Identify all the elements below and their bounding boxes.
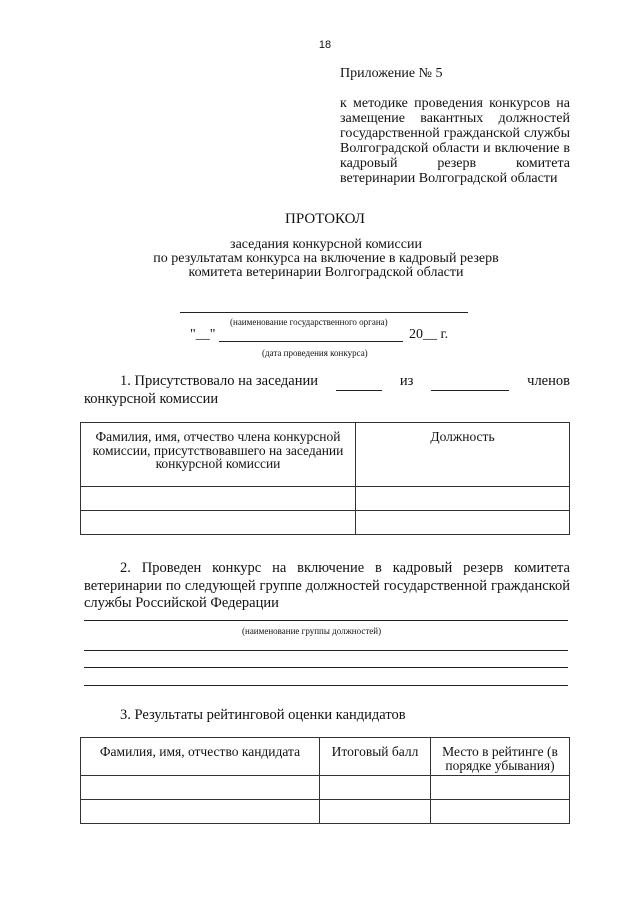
section1-line2: конкурсной комиссии [84, 390, 219, 407]
table-cell[interactable] [320, 776, 431, 800]
organ-caption: (наименование государственного органа) [230, 317, 388, 327]
date-day: "__" [190, 327, 219, 342]
table-cell[interactable] [81, 800, 320, 824]
table-cell[interactable] [81, 776, 320, 800]
date-row [190, 327, 448, 342]
date-month-blank [219, 329, 403, 342]
section3-title-text: 3. Результаты рейтинговой оценки кандидатов [120, 707, 406, 723]
table-row [81, 776, 570, 800]
table-cell[interactable] [320, 800, 431, 824]
table-cell[interactable] [81, 487, 356, 511]
rating-results-table [80, 737, 570, 824]
protocol-subtitle [120, 238, 532, 280]
group-name-blank [84, 685, 568, 686]
table1-header-name: Фамилия, имя, отчество члена конкурсной комиссии, присутствовавшего на заседании конкурсной комиссии [81, 423, 356, 487]
table2-header-score: Итоговый балл [320, 738, 431, 776]
table-cell[interactable] [356, 487, 570, 511]
section1-end: членов [527, 373, 570, 389]
group-name-blank [84, 667, 568, 668]
table2-header-name: Фамилия, имя, отчество кандидата [81, 738, 320, 776]
date-caption: (дата проведения конкурса) [262, 348, 368, 358]
table-row [81, 511, 570, 535]
section1 [84, 373, 570, 408]
table-cell[interactable] [431, 776, 570, 800]
subtitle-line: заседания конкурсной комиссии [230, 237, 422, 252]
table-row [81, 487, 570, 511]
group-name-blank [84, 650, 568, 651]
section2-text-content: 2. Проведен конкурс на включение в кадровый резерв комитета ветеринарии по следующей группе должностей государственной гражданской службы Российской Федерации [84, 560, 570, 611]
total-count-blank [431, 378, 509, 391]
organ-name-blank [180, 312, 468, 313]
commission-members-table [80, 422, 570, 535]
table2-header-rank: Место в рейтинге (в порядке убывания) [431, 738, 570, 776]
section1-mid: из [399, 373, 414, 389]
subtitle-line: по результатам конкурса на включение в кадровый резерв [153, 251, 499, 266]
table-cell[interactable] [81, 511, 356, 535]
page-number: 18 [318, 39, 332, 51]
appendix-body: к методике проведения конкурсов на замещение вакантных должностей государственной гражданской службы Волгоградской области и включение в кадровый резерв комитета ветеринарии Волгоградской области [340, 96, 570, 186]
group-caption: (наименование группы должностей) [242, 626, 382, 636]
group-name-blank [84, 620, 568, 621]
table-cell[interactable] [431, 800, 570, 824]
section2-text [84, 560, 570, 613]
date-year: 20__ г. [408, 327, 449, 342]
table-cell[interactable] [356, 511, 570, 535]
section1-start: 1. Присутствовало на заседании [120, 373, 319, 389]
table1-header-position: Должность [356, 423, 570, 487]
table-row [81, 800, 570, 824]
appendix-title: Приложение № 5 [340, 66, 443, 81]
present-count-blank [336, 378, 382, 391]
protocol-title: ПРОТОКОЛ [285, 211, 365, 227]
section3-title [84, 707, 570, 725]
subtitle-line: комитета ветеринарии Волгоградской области [188, 265, 464, 280]
